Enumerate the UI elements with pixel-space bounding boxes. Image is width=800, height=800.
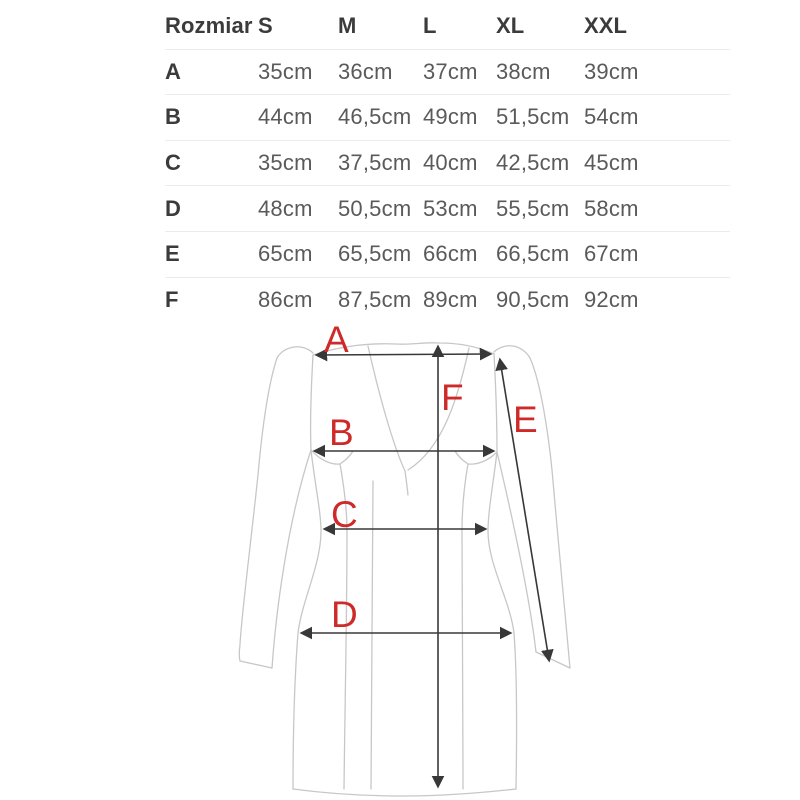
row-label: A bbox=[165, 58, 181, 84]
dress-right-shoulder-cap bbox=[494, 346, 530, 358]
column-header-xxl: XXL bbox=[584, 13, 628, 39]
dress-left-sleeve-inner bbox=[272, 450, 311, 668]
dress-front-panel-seam bbox=[371, 481, 373, 789]
size-value: 86cm bbox=[258, 286, 313, 312]
column-header-s: S bbox=[258, 13, 273, 39]
size-value: 66cm bbox=[423, 241, 478, 267]
size-value: 46,5cm bbox=[338, 104, 412, 130]
size-value: 65cm bbox=[258, 241, 313, 267]
measure-label-e: E bbox=[513, 399, 538, 440]
row-label: B bbox=[165, 104, 181, 130]
dress-left-shoulder-cap bbox=[277, 347, 313, 358]
size-value: 44cm bbox=[258, 104, 313, 130]
size-value: 37,5cm bbox=[338, 150, 412, 176]
size-value: 38cm bbox=[496, 58, 551, 84]
size-value: 92cm bbox=[584, 286, 639, 312]
size-value: 90,5cm bbox=[496, 286, 570, 312]
size-value: 48cm bbox=[258, 195, 313, 221]
dress-body-right-edge bbox=[488, 452, 517, 789]
size-value: 89cm bbox=[423, 286, 478, 312]
measure-label-c: C bbox=[331, 494, 358, 535]
size-value: 66,5cm bbox=[496, 241, 570, 267]
column-header-rozmiar: Rozmiar bbox=[165, 13, 253, 39]
measurement-labels-group bbox=[324, 319, 538, 635]
dress-right-cuff bbox=[536, 652, 570, 668]
size-value: 67cm bbox=[584, 241, 639, 267]
row-label: E bbox=[165, 241, 180, 267]
column-header-l: L bbox=[423, 13, 437, 39]
size-value: 37cm bbox=[423, 58, 478, 84]
size-value: 55,5cm bbox=[496, 195, 570, 221]
column-header-xl: XL bbox=[496, 13, 525, 39]
size-value: 54cm bbox=[584, 104, 639, 130]
dress-left-sleeve-outer bbox=[239, 358, 277, 661]
size-value: 45cm bbox=[584, 150, 639, 176]
row-label: F bbox=[165, 286, 179, 312]
size-value: 49cm bbox=[423, 104, 478, 130]
measure-label-b: B bbox=[329, 412, 354, 453]
column-header-m: M bbox=[338, 13, 357, 39]
dress-princess-seam-right bbox=[462, 464, 468, 789]
dress-vneck-left bbox=[368, 346, 405, 471]
size-value: 40cm bbox=[423, 150, 478, 176]
size-value: 42,5cm bbox=[496, 150, 570, 176]
dress-left-cuff bbox=[240, 661, 272, 668]
size-value: 50,5cm bbox=[338, 195, 412, 221]
measure-label-f: F bbox=[441, 377, 464, 418]
size-value: 51,5cm bbox=[496, 104, 570, 130]
dress-bust-seam-right bbox=[455, 451, 497, 464]
dress-hem bbox=[293, 789, 516, 796]
measure-label-d: D bbox=[331, 594, 358, 635]
size-value: 58cm bbox=[584, 195, 639, 221]
size-value: 35cm bbox=[258, 150, 313, 176]
size-value: 35cm bbox=[258, 58, 313, 84]
size-value: 53cm bbox=[423, 195, 478, 221]
dress-vneck-tail bbox=[405, 471, 408, 495]
size-value: 87,5cm bbox=[338, 286, 412, 312]
size-value: 65,5cm bbox=[338, 241, 412, 267]
size-value: 36cm bbox=[338, 58, 393, 84]
dress-left-armhole bbox=[311, 355, 313, 450]
row-label: C bbox=[165, 150, 181, 176]
measure-label-a: A bbox=[324, 319, 349, 360]
row-label: D bbox=[165, 195, 181, 221]
dress-right-sleeve-inner bbox=[497, 452, 536, 652]
size-value: 39cm bbox=[584, 58, 639, 84]
dress-right-armhole bbox=[494, 354, 497, 452]
